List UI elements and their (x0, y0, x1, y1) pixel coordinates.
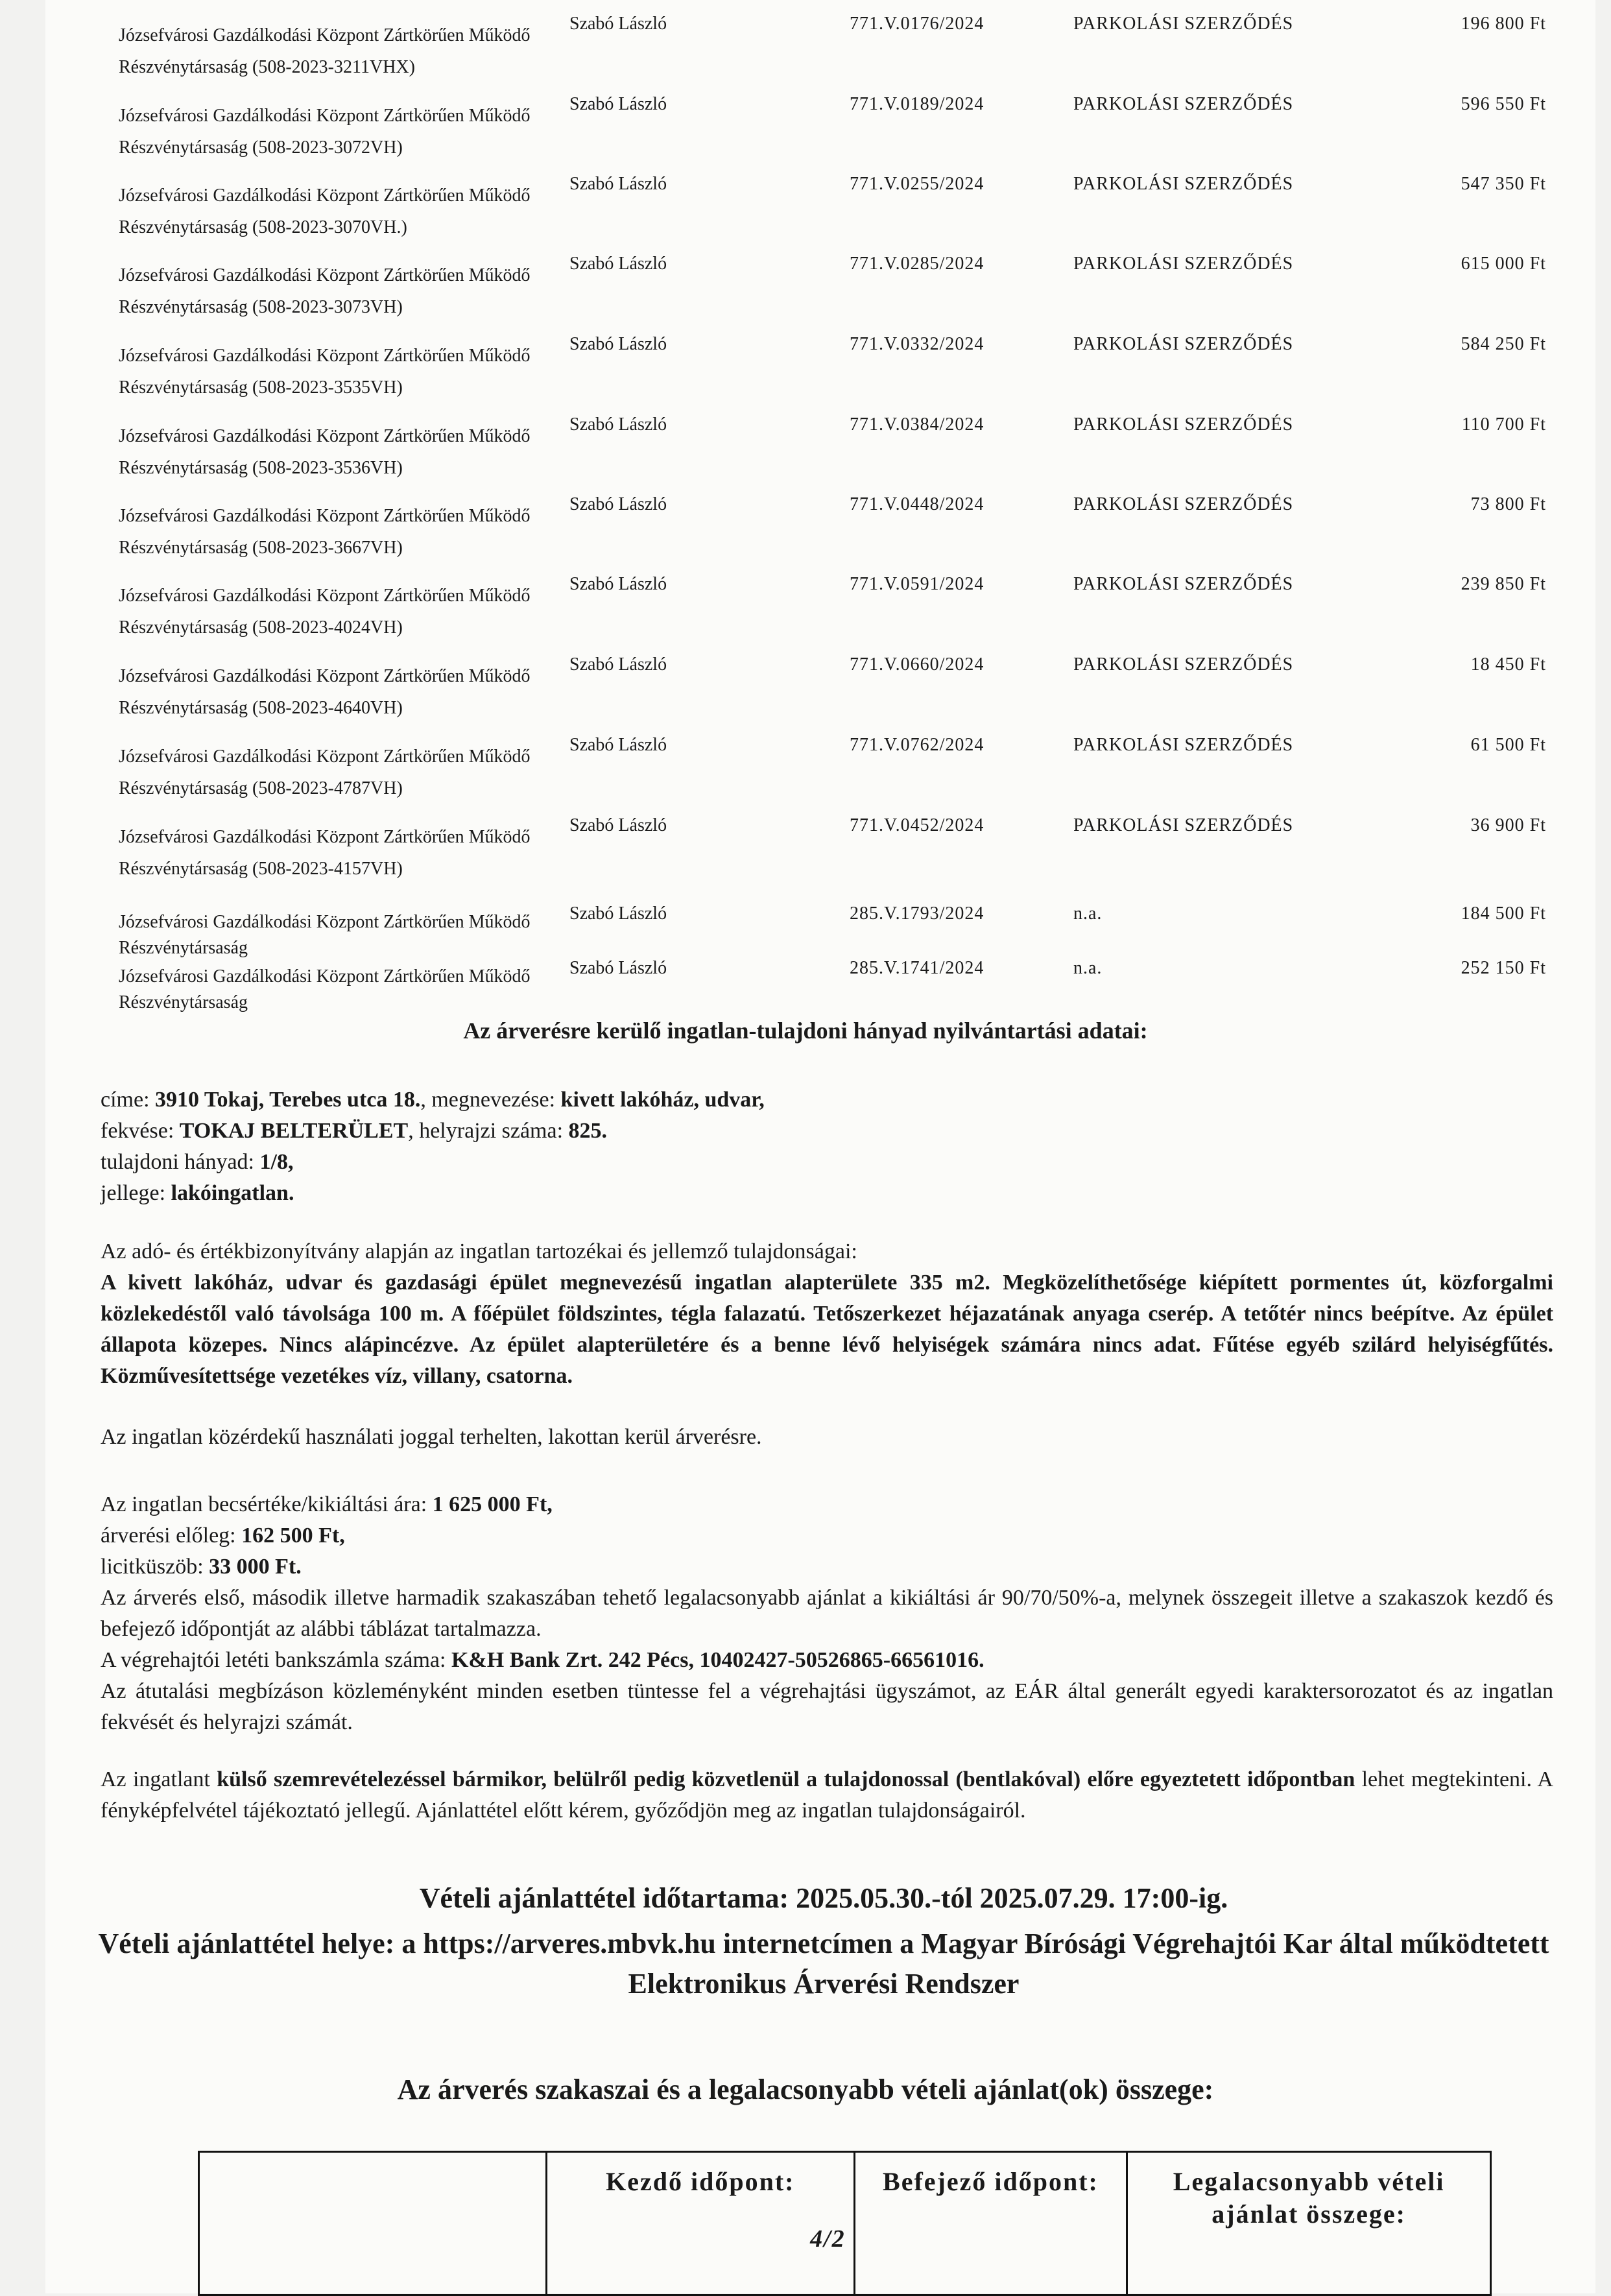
debtor-name-cell: Szabó László (569, 334, 667, 354)
bank-line: A végrehajtói letéti bankszámla száma: K&H Bank Zrt. 242 Pécs, 10402427-50526865-66561016. (101, 1648, 984, 1672)
case-number-cell: 771.V.0189/2024 (850, 94, 984, 114)
claim-type-cell: PARKOLÁSI SZERZŐDÉS (1073, 334, 1294, 354)
amount-cell: 73 800 Ft (1470, 494, 1546, 514)
claim-type-cell: PARKOLÁSI SZERZŐDÉS (1073, 414, 1294, 435)
table-row (0, 254, 1611, 340)
property-details (101, 1084, 1553, 1209)
table-row (0, 735, 1611, 821)
step-line: licitküszöb: 33 000 Ft. (101, 1555, 302, 1579)
features-block (101, 1236, 1553, 1392)
creditor-cell: Józsefvárosi Gazdálkodási Központ Zártkörűen Működő Részvénytársaság (508-2023-3535VH) (119, 346, 531, 398)
features-text: A kivett lakóház, udvar és gazdasági épület megnevezésű ingatlan alapterülete 335 m2. Megközelíthetősége kiépített pormentes út, közforgalmi közlekedéstől való távolsága 100 m. A főépület földszintes, tégla falazatú. Tetőszerkezet héjazatának anyaga cserép. A tetőtér nincs beépítve. Az épület állapota közepes. Nincs alápincézve. Az épület alapterületére és a benne lévő helyiségek számára nincs adat. Fűtése egyéb szilárd helyiségfűtés. Közművesítettsége vezetékes víz, villany, csatorna. (101, 1271, 1553, 1388)
creditor-cell: Józsefvárosi Gazdálkodási Központ Zártkörűen Működő Részvénytársaság (508-2023-3070VH.) (119, 185, 531, 237)
creditor-cell: Józsefvárosi Gazdálkodási Központ Zártkörűen Működő Részvénytársaság (508-2023-3536VH) (119, 426, 531, 478)
address-line: címe: 3910 Tokaj, Terebes utca 18., megnevezése: kivett lakóház, udvar, (101, 1088, 765, 1112)
debtor-name-cell: Szabó László (569, 735, 667, 755)
pricing-block (101, 1489, 1553, 1738)
deposit-line: árverési előleg: 162 500 Ft, (101, 1524, 345, 1548)
amount-cell: 239 850 Ft (1461, 574, 1546, 594)
stages-text: Az árverés első, második illetve harmadik szakaszában tehető legalacsonyabb ajánlat a kikiáltási ár 90/70/50%-a, melynek összegeit illetve a szakaszok kezdő és befejező időpontját az alábbi táblázat tartalmazza. (101, 1586, 1553, 1641)
features-intro: Az adó- és értékbizonyítvány alapján az ingatlan tartozékai és jellemző tulajdonságai: (101, 1239, 857, 1263)
amount-cell: 184 500 Ft (1461, 903, 1546, 924)
case-number-cell: 771.V.0384/2024 (850, 414, 984, 435)
debtor-name-cell: Szabó László (569, 414, 667, 435)
amount-cell: 110 700 Ft (1461, 414, 1546, 435)
case-number-cell: 771.V.0762/2024 (850, 735, 984, 755)
claim-type-cell: PARKOLÁSI SZERZŐDÉS (1073, 574, 1294, 594)
debtor-name-cell: Szabó László (569, 903, 667, 924)
table-row (0, 494, 1611, 580)
table-row (0, 14, 1611, 100)
claim-type-cell: PARKOLÁSI SZERZŐDÉS (1073, 494, 1294, 514)
occupancy-text: Az ingatlan közérdekű használati joggal terhelten, lakottan kerül árverésre. (101, 1425, 762, 1449)
creditor-cell: Józsefvárosi Gazdálkodási Központ Zártkörűen Működő Részvénytársaság (119, 966, 531, 1012)
case-number-cell: 771.V.0448/2024 (850, 494, 984, 514)
case-number-cell: 771.V.0332/2024 (850, 334, 984, 354)
creditor-cell: Józsefvárosi Gazdálkodási Központ Zártkörűen Működő Részvénytársaság (508-2023-3073VH) (119, 265, 531, 317)
claim-type-cell: n.a. (1073, 958, 1103, 978)
debtor-name-cell: Szabó László (569, 94, 667, 114)
creditor-cell: Józsefvárosi Gazdálkodási Központ Zártkörűen Működő Részvénytársaság (508-2023-4024VH) (119, 586, 531, 638)
bidding-period: Vételi ajánlattétel időtartama: 2025.05.30.-tól 2025.07.29. 17:00-ig. (419, 1882, 1228, 1914)
debtor-name-cell: Szabó László (569, 654, 667, 675)
case-number-cell: 285.V.1793/2024 (850, 903, 984, 924)
creditor-cell: Józsefvárosi Gazdálkodási Központ Zártkörűen Működő Részvénytársaság (508-2023-4640VH) (119, 666, 531, 718)
creditor-cell: Józsefvárosi Gazdálkodási Központ Zártkörűen Működő Részvénytársaság (508-2023-4787VH) (119, 747, 531, 798)
table-row (0, 414, 1611, 501)
stages-col-blank (199, 2152, 547, 2295)
claim-type-cell: PARKOLÁSI SZERZŐDÉS (1073, 735, 1294, 755)
stages-col-start: Kezdő időpont: 4/2 (546, 2152, 854, 2295)
amount-cell: 615 000 Ft (1461, 254, 1546, 274)
table-row (0, 334, 1611, 420)
debtor-name-cell: Szabó László (569, 174, 667, 194)
claim-type-cell: n.a. (1073, 903, 1103, 924)
amount-cell: 18 450 Ft (1470, 654, 1546, 675)
character-line: jellege: lakóingatlan. (101, 1181, 294, 1205)
debtor-name-cell: Szabó László (569, 574, 667, 594)
creditor-cell: Józsefvárosi Gazdálkodási Központ Zártkörűen Működő Részvénytársaság (508-2023-4157VH) (119, 827, 531, 879)
claim-type-cell: PARKOLÁSI SZERZŐDÉS (1073, 654, 1294, 675)
claim-type-cell: PARKOLÁSI SZERZŐDÉS (1073, 174, 1294, 194)
claim-type-cell: PARKOLÁSI SZERZŐDÉS (1073, 94, 1294, 114)
creditor-cell: Józsefvárosi Gazdálkodási Központ Zártkörűen Működő Részvénytársaság (508-2023-3667VH) (119, 506, 531, 558)
amount-cell: 252 150 Ft (1461, 958, 1546, 978)
amount-cell: 61 500 Ft (1470, 735, 1546, 755)
creditor-cell: Józsefvárosi Gazdálkodási Központ Zártkörűen Működő Részvénytársaság (119, 912, 531, 958)
location-line: fekvése: TOKAJ BELTERÜLET, helyrajzi száma: 825. (101, 1119, 608, 1143)
debtor-name-cell: Szabó László (569, 254, 667, 274)
creditor-cell: Józsefvárosi Gazdálkodási Központ Zártkörűen Működő Részvénytársaság (508-2023-3211VHX) (119, 25, 531, 77)
table-row (0, 815, 1611, 902)
claim-type-cell: PARKOLÁSI SZERZŐDÉS (1073, 254, 1294, 274)
case-number-cell: 771.V.0452/2024 (850, 815, 984, 835)
claim-type-cell: PARKOLÁSI SZERZŐDÉS (1073, 815, 1294, 835)
case-number-cell: 771.V.0591/2024 (850, 574, 984, 594)
debtor-name-cell: Szabó László (569, 958, 667, 978)
bidding-place: Vételi ajánlattétel helye: a https://arveres.mbvk.hu internetcímen a Magyar Bírósági Végrehajtói Kar által működtetett Elektronikus Árverési Rendszer (98, 1928, 1549, 2000)
stages-col-end: Befejező időpont: (854, 2152, 1127, 2295)
amount-cell: 596 550 Ft (1461, 94, 1546, 114)
table-row (0, 574, 1611, 660)
amount-cell: 547 350 Ft (1461, 174, 1546, 194)
table-row (0, 654, 1611, 741)
creditor-cell: Józsefvárosi Gazdálkodási Központ Zártkörűen Működő Részvénytársaság (508-2023-3072VH) (119, 106, 531, 158)
stages-col-min: Legalacsonyabb vételi ajánlat összege: (1127, 2152, 1491, 2295)
claim-type-cell: PARKOLÁSI SZERZŐDÉS (1073, 14, 1294, 34)
share-line: tulajdoni hányad: 1/8, (101, 1150, 294, 1174)
value-line: Az ingatlan becsértéke/kikiáltási ára: 1 625 000 Ft, (101, 1492, 553, 1516)
debtor-name-cell: Szabó László (569, 14, 667, 34)
stages-table-title: Az árverés szakaszai és a legalacsonyabb vételi ajánlat(ok) összege: (397, 2074, 1214, 2105)
case-number-cell: 771.V.0285/2024 (850, 254, 984, 274)
inspection-text: Az ingatlant külső szemrevételezéssel bármikor, belülről pedig közvetlenül a tulajdonossal (bentlakóval) előre egyeztetett időpontban lehet megtekinteni. A fényképfelvétel tájékoztató jellegű. Ajánlattétel előtt kérem, győződjön meg az ingatlan tulajdonságairól. (101, 1767, 1553, 1823)
transfer-note: Az átutalási megbízáson közleményként minden esetben tüntesse fel a végrehajtási ügyszámot, az EÁR által generált egyedi karaktersorozatot és az ingatlan fekvését és helyrajzi számát. (101, 1679, 1553, 1734)
case-number-cell: 771.V.0176/2024 (850, 14, 984, 34)
case-number-cell: 285.V.1741/2024 (850, 958, 984, 978)
debtor-name-cell: Szabó László (569, 815, 667, 835)
property-heading: Az árverésre kerülő ingatlan-tulajdoni hányad nyilvántartási adatai: (463, 1018, 1148, 1044)
table-row (0, 174, 1611, 260)
amount-cell: 36 900 Ft (1470, 815, 1546, 835)
amount-cell: 584 250 Ft (1461, 334, 1546, 354)
amount-cell: 196 800 Ft (1461, 14, 1546, 34)
page-number: 4/2 (810, 2225, 846, 2253)
stages-table (198, 2151, 1492, 2296)
debtor-name-cell: Szabó László (569, 494, 667, 514)
table-row (0, 94, 1611, 180)
case-number-cell: 771.V.0255/2024 (850, 174, 984, 194)
case-number-cell: 771.V.0660/2024 (850, 654, 984, 675)
